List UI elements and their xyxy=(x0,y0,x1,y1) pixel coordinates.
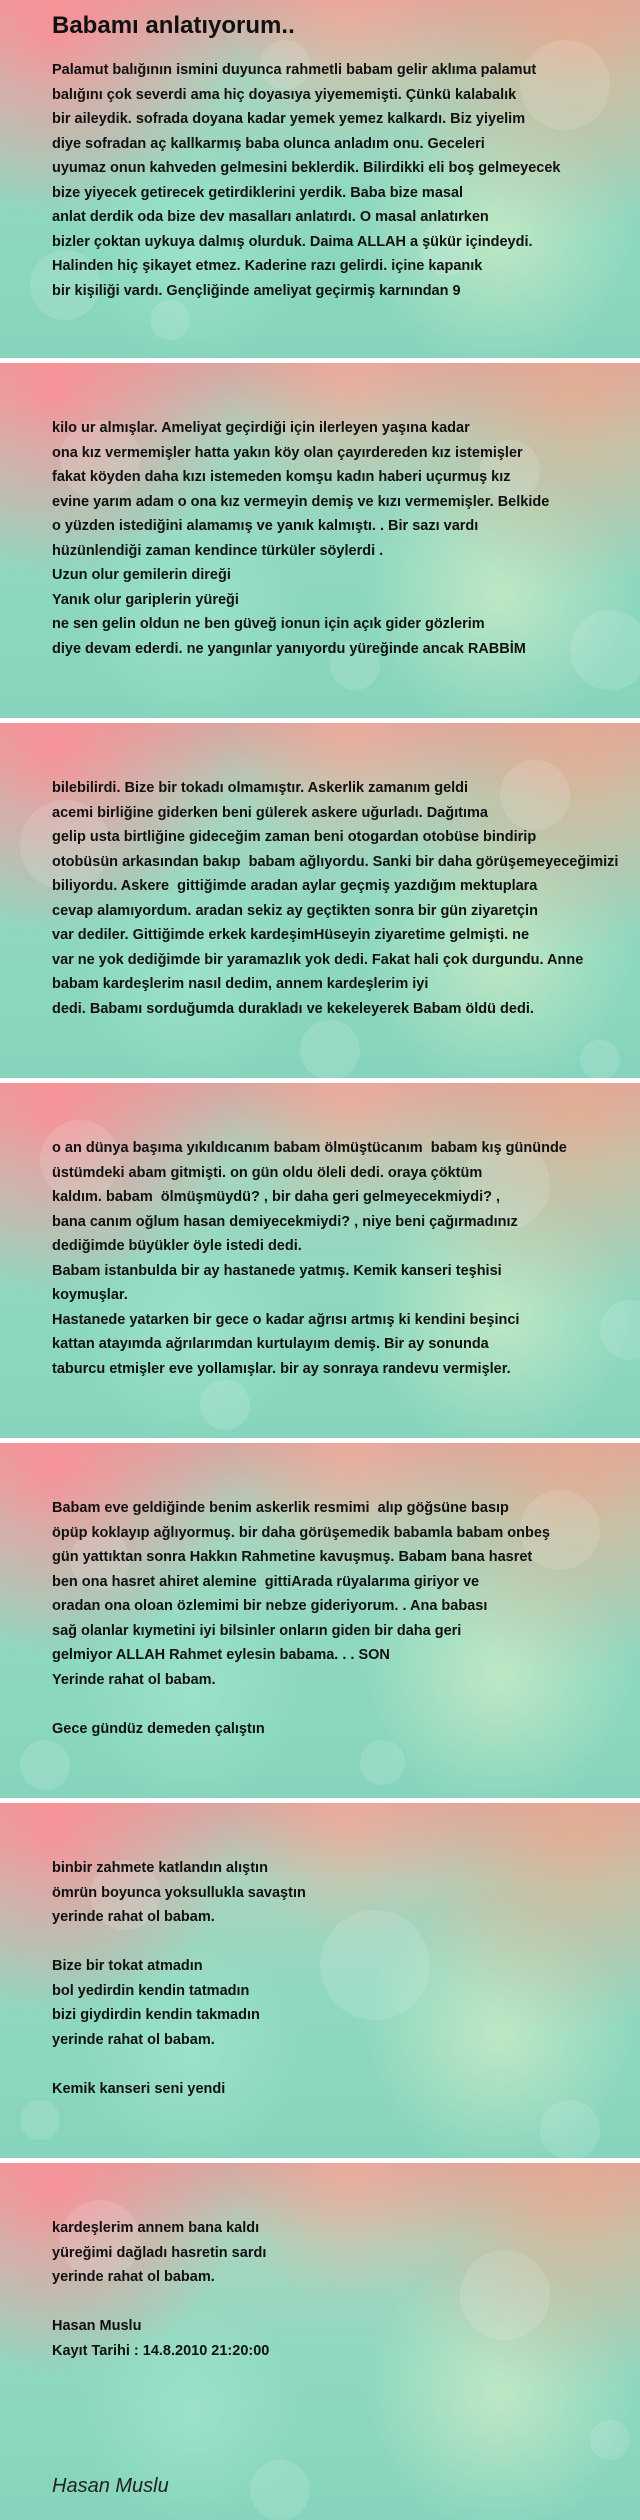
poem-panel xyxy=(0,1440,640,1800)
bokeh-decoration xyxy=(360,1740,405,1785)
panel-divider xyxy=(0,718,640,723)
poem-line: ona kız vermemişler hatta yakın köy olan çayırdereden kız istemişler xyxy=(52,444,523,461)
poem-line: var ne yok dediğimde bir yaramazlık yok dedi. Fakat hali çok durgundu. Anne xyxy=(52,951,584,968)
poem-line: bir kişiliği vardı. Gençliğinde ameliyat geçirmiş karnından 9 xyxy=(52,282,461,299)
panel-divider xyxy=(0,1078,640,1083)
bokeh-decoration xyxy=(150,300,190,340)
poem-line xyxy=(52,1930,640,1955)
poem-line: hüzünlendiği zaman kendince türküler söylerdi . xyxy=(52,542,384,559)
poem-line: acemi birliğine giderken beni gülerek askere uğurladı. Dağıtıma xyxy=(52,804,488,821)
poem-line xyxy=(52,2052,640,2077)
poem-panel xyxy=(0,1080,640,1440)
poem-line: öpüp koklayıp ağlıyormuş. bir daha görüşemedik babamla babam onbeş xyxy=(52,1524,550,1541)
poem-panel xyxy=(0,1800,640,2160)
poem-text xyxy=(52,1856,640,2101)
poem-line: gelip usta birtliğine gideceğim zaman beni otogardan otobüse bindirip xyxy=(52,829,537,845)
poem-line: biliyordu. Askere gittiğimde aradan aylar geçmiş yazdığım mektuplara xyxy=(52,878,538,894)
poem-line: fakat köyden daha kızı istemeden komşu kadın haberi uçurmuş kız xyxy=(52,469,511,485)
poem-line: bize yiyecek getirecek getirdiklerini yerdik. Baba bize masal xyxy=(52,184,464,201)
poem-line: uyumaz onun kahveden gelmesini beklerdik. Bilirdikki eli boş gelmeyecek xyxy=(52,160,561,176)
panel-divider xyxy=(0,1798,640,1803)
poem-panel xyxy=(0,2160,640,2520)
poem-line: sağ olanlar kıymetini iyi bilsinler onların giden bir daha geri xyxy=(52,1622,462,1639)
poem-text xyxy=(52,1136,640,1381)
poem-line: evine yarım adam o ona kız vermeyin demiş ve kızı vermemişler. Belkide xyxy=(52,493,550,510)
poem-line: Kemik kanseri seni yendi xyxy=(52,2080,226,2097)
poem-line: o yüzden istediğini alamamış ve yanık kalmıştı. . Bir sazı vardı xyxy=(52,518,479,534)
panel-divider xyxy=(0,1438,640,1443)
poem-line: bilebilirdi. Bize bir tokadı olmamıştır. Askerlik zamanım geldi xyxy=(52,780,469,796)
poem-line: otobüsün arkasından bakıp babam ağlıyordu. Sanki bir daha görüşemeyeceğimizi xyxy=(52,853,619,870)
poem-line: ne sen gelin oldun ne ben güveğ ionun için açık gider gözlerim xyxy=(52,616,485,632)
poem-line xyxy=(52,1692,640,1717)
poem-line: bir aileydik. sofrada doyana kadar yemek yemez kalkardı. Biz yiyelim xyxy=(52,111,526,127)
poem-line: koymuşlar. xyxy=(52,1287,128,1303)
poem-line: ben ona hasret ahiret alemine gittiArada rüyalarıma giriyor ve xyxy=(52,1573,480,1590)
poem-line: diye devam ederdi. ne yangınlar yanıyordu yüreğinde ancak RABBİM xyxy=(52,640,526,657)
bokeh-decoration xyxy=(300,1020,360,1080)
poem-line: gün yattıktan sonra Hakkın Rahmetine kavuşmuş. Babam bana hasret xyxy=(52,1549,533,1565)
poem-panel xyxy=(0,720,640,1080)
bokeh-decoration xyxy=(200,1380,250,1430)
poem-panel xyxy=(0,360,640,720)
poem-line: bizler çoktan uykuya dalmış olurduk. Daima ALLAH a şükür içindeydi. xyxy=(52,233,533,250)
poem-text xyxy=(52,58,640,303)
poem-text xyxy=(52,2216,640,2363)
poem-line: kardeşlerim annem bana kaldı xyxy=(52,2220,260,2236)
poem-line: taburcu etmişler eve yollamışlar. bir ay sonraya randevu vermişler. xyxy=(52,1360,511,1377)
bokeh-decoration xyxy=(20,2100,60,2140)
poem-line: Babam eve geldiğinde benim askerlik resmimi alıp göğsüne basıp xyxy=(52,1500,509,1516)
poem-line: kilo ur almışlar. Ameliyat geçirdiği için ilerleyen yaşına kadar xyxy=(52,420,470,436)
bokeh-decoration xyxy=(540,2100,600,2160)
poem-line: bana canım oğlum hasan demiyecekmiydi? , niye beni çağırmadınız xyxy=(52,1213,518,1230)
poem-line: Gece gündüz demeden çalıştın xyxy=(52,1720,265,1737)
poem-line: bol yedirdin kendin tatmadın xyxy=(52,1982,250,1999)
poem-line: oradan ona oloan özlemimi bir nebze gideriyorum. . Ana babası xyxy=(52,1598,488,1614)
poem-line: var dediler. Gittiğimde erkek kardeşimHüseyin ziyaretime gelmişti. ne xyxy=(52,927,530,943)
poem-line: Uzun olur gemilerin direği xyxy=(52,567,231,583)
poem-line: Hastanede yatarken bir gece o kadar ağrısı artmış ki kendini beşinci xyxy=(52,1311,520,1328)
poem-line: ömrün boyunca yoksullukla savaştın xyxy=(52,1884,306,1901)
poem-line: Halinden hiç şikayet etmez. Kaderine razı gelirdi. içine kapanık xyxy=(52,258,483,274)
poem-line: balığını çok severdi ama hiç doyasıya yiyememişti. Çünkü kalabalık xyxy=(52,86,517,103)
bokeh-decoration xyxy=(250,2460,310,2520)
poem-line: anlat derdik oda bize dev masalları anlatırdı. O masal anlatırken xyxy=(52,209,489,225)
poem-line: Babam istanbulda bir ay hastanede yatmış. Kemik kanseri teşhisi xyxy=(52,1262,502,1279)
poem-line: Yerinde rahat ol babam. xyxy=(52,1671,216,1688)
poem-title: Babamı anlatıyorum.. xyxy=(52,12,295,39)
panel-divider xyxy=(0,2158,640,2163)
bokeh-decoration xyxy=(20,1740,70,1790)
poem-line: Bize bir tokat atmadın xyxy=(52,1958,203,1974)
poem-line xyxy=(52,2290,640,2315)
poem-line: diye sofradan aç kallkarmış baba olunca anladım onu. Geceleri xyxy=(52,135,485,152)
poem-line: yerinde rahat ol babam. xyxy=(52,2031,215,2048)
poem-line: yerinde rahat ol babam. xyxy=(52,1909,215,1925)
bokeh-decoration xyxy=(590,2420,630,2460)
poem-text xyxy=(52,416,640,661)
poem-line: Yanık olur gariplerin yüreği xyxy=(52,591,239,608)
poem-text xyxy=(52,1496,640,1741)
poem-line: Palamut balığının ismini duyunca rahmetli babam gelir aklıma palamut xyxy=(52,62,537,78)
poem-line: babam kardeşlerim nasıl dedim, annem kardeşlerim iyi xyxy=(52,976,429,992)
poem-line: kaldım. babam ölmüşmüydü? , bir daha geri gelmeyecekmiydi? , xyxy=(52,1189,501,1205)
poem-line: yüreğimi dağladı hasretin sardı xyxy=(52,2244,267,2261)
poem-line: o an dünya başıma yıkıldıcanım babam ölmüştücanım babam kış gününde xyxy=(52,1140,567,1156)
poem-line: Hasan Muslu xyxy=(52,2318,142,2334)
poem-line: dedi. Babamı sorduğumda durakladı ve kekeleyerek Babam öldü dedi. xyxy=(52,1000,534,1017)
poem-line: üstümdeki abam gitmişti. on gün oldu öleli dedi. oraya çöktüm xyxy=(52,1164,483,1181)
poem-line: bizi giydirdin kendin takmadın xyxy=(52,2007,260,2023)
poem-panel xyxy=(0,0,640,360)
poem-line: yerinde rahat ol babam. xyxy=(52,2269,215,2285)
author-signature: Hasan Muslu xyxy=(52,2475,169,2497)
poem-line: kattan atayımda ağrılarımdan kurtulayım demiş. Bir ay sonunda xyxy=(52,1336,489,1352)
poem-line: Kayıt Tarihi : 14.8.2010 21:20:00 xyxy=(52,2342,270,2359)
poem-line: dediğimde büyükler öyle istedi dedi. xyxy=(52,1238,302,1254)
panel-divider xyxy=(0,358,640,363)
poem-line: binbir zahmete katlandın alıştın xyxy=(52,1860,268,1876)
poem-text xyxy=(52,776,640,1021)
bokeh-decoration xyxy=(580,1040,620,1080)
poem-line: gelmiyor ALLAH Rahmet eylesin babama. . . SON xyxy=(52,1647,390,1663)
poem-line: cevap alamıyordum. aradan sekiz ay geçtikten sonra bir gün ziyaretçin xyxy=(52,902,538,919)
